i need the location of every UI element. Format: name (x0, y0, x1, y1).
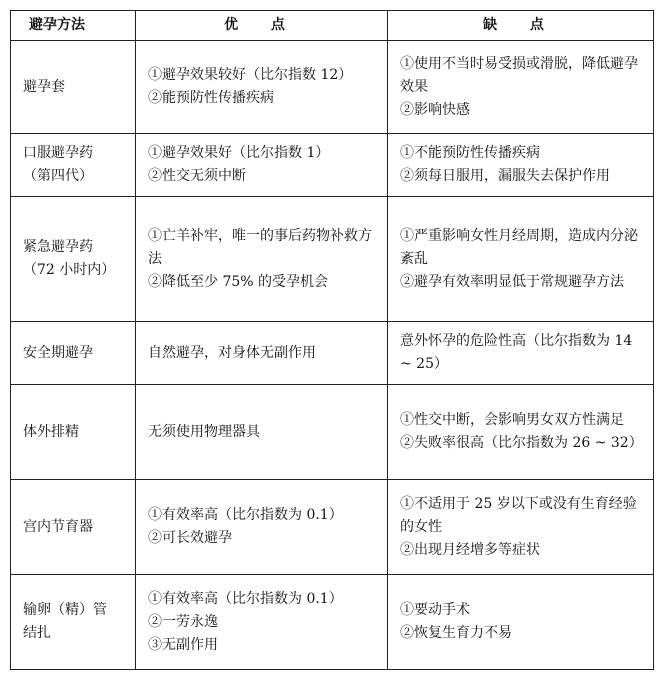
method-text: 宫内节育器 (23, 518, 93, 535)
pros-text: ②一劳永逸 (148, 613, 218, 630)
method-cell (11, 575, 136, 670)
pros-text: ①避孕效果较好（比尔指数 12） (148, 67, 353, 83)
pros-text: 自然避孕，对身体无副作用 (148, 344, 316, 361)
pros-text: ②可长效避孕 (148, 530, 232, 546)
table-row (11, 480, 654, 575)
cons-text: ①不能预防性传播疾病 (400, 145, 540, 161)
method-text: 紧急避孕药 (23, 239, 93, 255)
table-row (11, 197, 654, 322)
cons-cell (388, 480, 654, 575)
pros-cell (136, 480, 388, 575)
pros-text: ②降低至少 75% 的受孕机会 (148, 273, 329, 290)
method-cell (11, 41, 136, 134)
header-row (11, 11, 654, 41)
pros-cell (136, 41, 388, 134)
pros-text: 无须使用物理器具 (148, 423, 260, 440)
method-text: 口服避孕药 (23, 145, 93, 161)
method-text: 输卵（精）管 (23, 602, 107, 618)
cons-text: ②影响快感 (400, 101, 470, 118)
cons-text: ②出现月经增多等症状 (400, 541, 540, 558)
method-text: 结扎 (23, 625, 51, 641)
pros-cell (136, 322, 388, 385)
method-text: （第四代） (23, 168, 93, 184)
cons-cell (388, 385, 654, 480)
cons-cell (388, 322, 654, 385)
pros-cell (136, 134, 388, 197)
pros-text: ②性交无须中断 (148, 168, 246, 184)
method-text: 避孕套 (23, 78, 65, 95)
cons-text: ①使用不当时易受损或滑脱，降低避孕效果 (400, 55, 638, 95)
cons-text: ①要动手术 (400, 602, 470, 618)
pros-text: ①有效率高（比尔指数为 0.1） (148, 507, 343, 523)
cons-text: ②失败率很高（比尔指数为 26 ~ 32） (400, 435, 643, 451)
method-cell (11, 385, 136, 480)
table-row (11, 322, 654, 385)
cons-cell (388, 197, 654, 322)
pros-cell (136, 575, 388, 670)
method-cell (11, 322, 136, 385)
cons-text: ①严重影响女性月经周期，造成内分泌紊乱 (400, 227, 638, 267)
method-text: 体外排精 (23, 423, 79, 440)
header-pros: 优 点 (136, 11, 388, 41)
pros-text: ②能预防性传播疾病 (148, 90, 274, 106)
cons-text: ②避孕有效率明显低于常规避孕方法 (400, 273, 624, 290)
method-cell (11, 134, 136, 197)
method-text: 安全期避孕 (23, 344, 93, 361)
pros-text: ①亡羊补牢，唯一的事后药物补救方法 (148, 227, 372, 267)
cons-cell (388, 575, 654, 670)
cons-text: ①性交中断，会影响男女双方性满足 (400, 412, 624, 428)
table-row (11, 41, 654, 134)
header-cons: 缺 点 (388, 11, 654, 41)
cons-text: ②须每日服用，漏服失去保护作用 (400, 168, 610, 184)
method-text: （72 小时内） (23, 262, 116, 278)
cons-text: ②恢复生育力不易 (400, 625, 512, 641)
cons-cell (388, 134, 654, 197)
cons-cell (388, 41, 654, 134)
table-row (11, 385, 654, 480)
table-row (11, 134, 654, 197)
pros-text: ①避孕效果好（比尔指数 1） (148, 145, 330, 161)
contraception-table (10, 10, 654, 670)
pros-cell (136, 385, 388, 480)
method-cell (11, 197, 136, 322)
method-cell (11, 480, 136, 575)
pros-text: ①有效率高（比尔指数为 0.1） (148, 590, 343, 607)
header-method: 避孕方法 (11, 11, 136, 41)
pros-cell (136, 197, 388, 322)
cons-text: ①不适用于 25 岁以下或没有生育经验的女性 (400, 495, 637, 535)
table-row (11, 575, 654, 670)
cons-text: 意外怀孕的危险性高（比尔指数为 14 ~ 25） (400, 333, 633, 372)
pros-text: ③无副作用 (148, 636, 218, 653)
